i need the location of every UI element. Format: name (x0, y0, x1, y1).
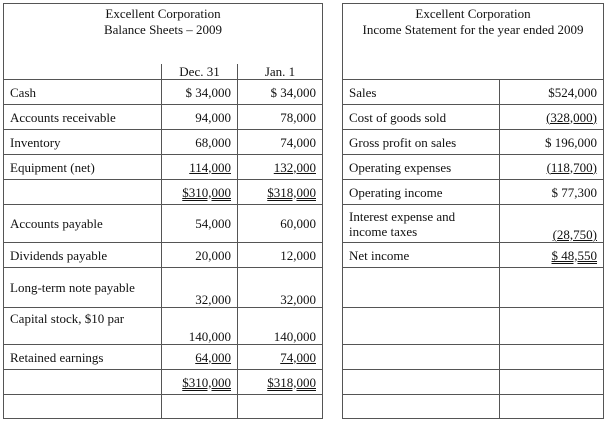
is-value-net-income: $ 48,550 (500, 243, 604, 268)
bs-label-accounts-receivable: Accounts receivable (4, 105, 162, 130)
income-statement-header (343, 4, 604, 80)
bs-jan-total-assets: $318,000 (238, 180, 323, 205)
bs-dec-retained-earnings: 64,000 (162, 345, 238, 370)
bs-label-cash: Cash (4, 80, 162, 105)
is-value-gross-profit: $ 196,000 (500, 130, 604, 155)
bs-dec-total-assets: $310,000 (162, 180, 238, 205)
column-header-dec-31: Dec. 31 (162, 64, 238, 80)
bs-dec-accounts-payable: 54,000 (162, 205, 238, 243)
bs-jan-retained-earnings: 74,000 (238, 345, 323, 370)
column-header-jan-1: Jan. 1 (238, 64, 323, 80)
bs-dec-inventory: 68,000 (162, 130, 238, 155)
bs-label-total-assets (4, 180, 162, 205)
is-label-operating-income: Operating income (343, 180, 500, 205)
bs-jan-cash: $ 34,000 (238, 80, 323, 105)
bs-label-accounts-payable: Accounts payable (4, 205, 162, 243)
bs-jan-capital-stock: 140,000 (238, 308, 323, 345)
is-label-operating-expenses: Operating expenses (343, 155, 500, 180)
bs-dec-capital-stock: 140,000 (162, 308, 238, 345)
bs-label-long-term-note: Long-term note payable (4, 268, 162, 308)
bs-dec-total-liabilities-equity: $310,000 (162, 370, 238, 395)
is-value-operating-income: $ 77,300 (500, 180, 604, 205)
bs-dec-cash: $ 34,000 (162, 80, 238, 105)
bs-jan-accounts-payable: 60,000 (238, 205, 323, 243)
is-value-sales: $524,000 (500, 80, 604, 105)
bs-label-equipment: Equipment (net) (4, 155, 162, 180)
bs-label-inventory: Inventory (4, 130, 162, 155)
bs-dec-equipment: 114,000 (162, 155, 238, 180)
income-statement-title: Income Statement for the year ended 2009 (362, 22, 584, 37)
bs-label-capital-stock: Capital stock, $10 par (4, 308, 162, 345)
income-statement-company: Excellent Corporation (415, 6, 531, 21)
bs-jan-inventory: 74,000 (238, 130, 323, 155)
bs-jan-equipment: 132,000 (238, 155, 323, 180)
bs-label-dividends-payable: Dividends payable (4, 243, 162, 268)
bs-dec-dividends-payable: 20,000 (162, 243, 238, 268)
is-label-cost-of-goods-sold: Cost of goods sold (343, 105, 500, 130)
is-label-net-income: Net income (343, 243, 500, 268)
bs-jan-long-term-note: 32,000 (238, 268, 323, 308)
balance-sheet-header (4, 4, 323, 64)
is-value-cost-of-goods-sold: (328,000) (500, 105, 604, 130)
is-label-sales: Sales (343, 80, 500, 105)
balance-sheet-title: Balance Sheets – 2009 (103, 22, 223, 37)
is-value-interest-and-taxes: (28,750) (500, 205, 604, 243)
bs-label-total-liabilities-equity (4, 370, 162, 395)
is-label-gross-profit: Gross profit on sales (343, 130, 500, 155)
financial-statements-table (3, 3, 604, 419)
is-label-interest-and-taxes: Interest expense and income taxes (343, 205, 500, 243)
bs-jan-dividends-payable: 12,000 (238, 243, 323, 268)
bs-label-retained-earnings: Retained earnings (4, 345, 162, 370)
bs-jan-total-liabilities-equity: $318,000 (238, 370, 323, 395)
bs-dec-long-term-note: 32,000 (162, 268, 238, 308)
bs-dec-accounts-receivable: 94,000 (162, 105, 238, 130)
bs-jan-accounts-receivable: 78,000 (238, 105, 323, 130)
column-gap (323, 4, 343, 419)
balance-sheet-company: Excellent Corporation (105, 6, 221, 21)
is-value-operating-expenses: (118,700) (500, 155, 604, 180)
